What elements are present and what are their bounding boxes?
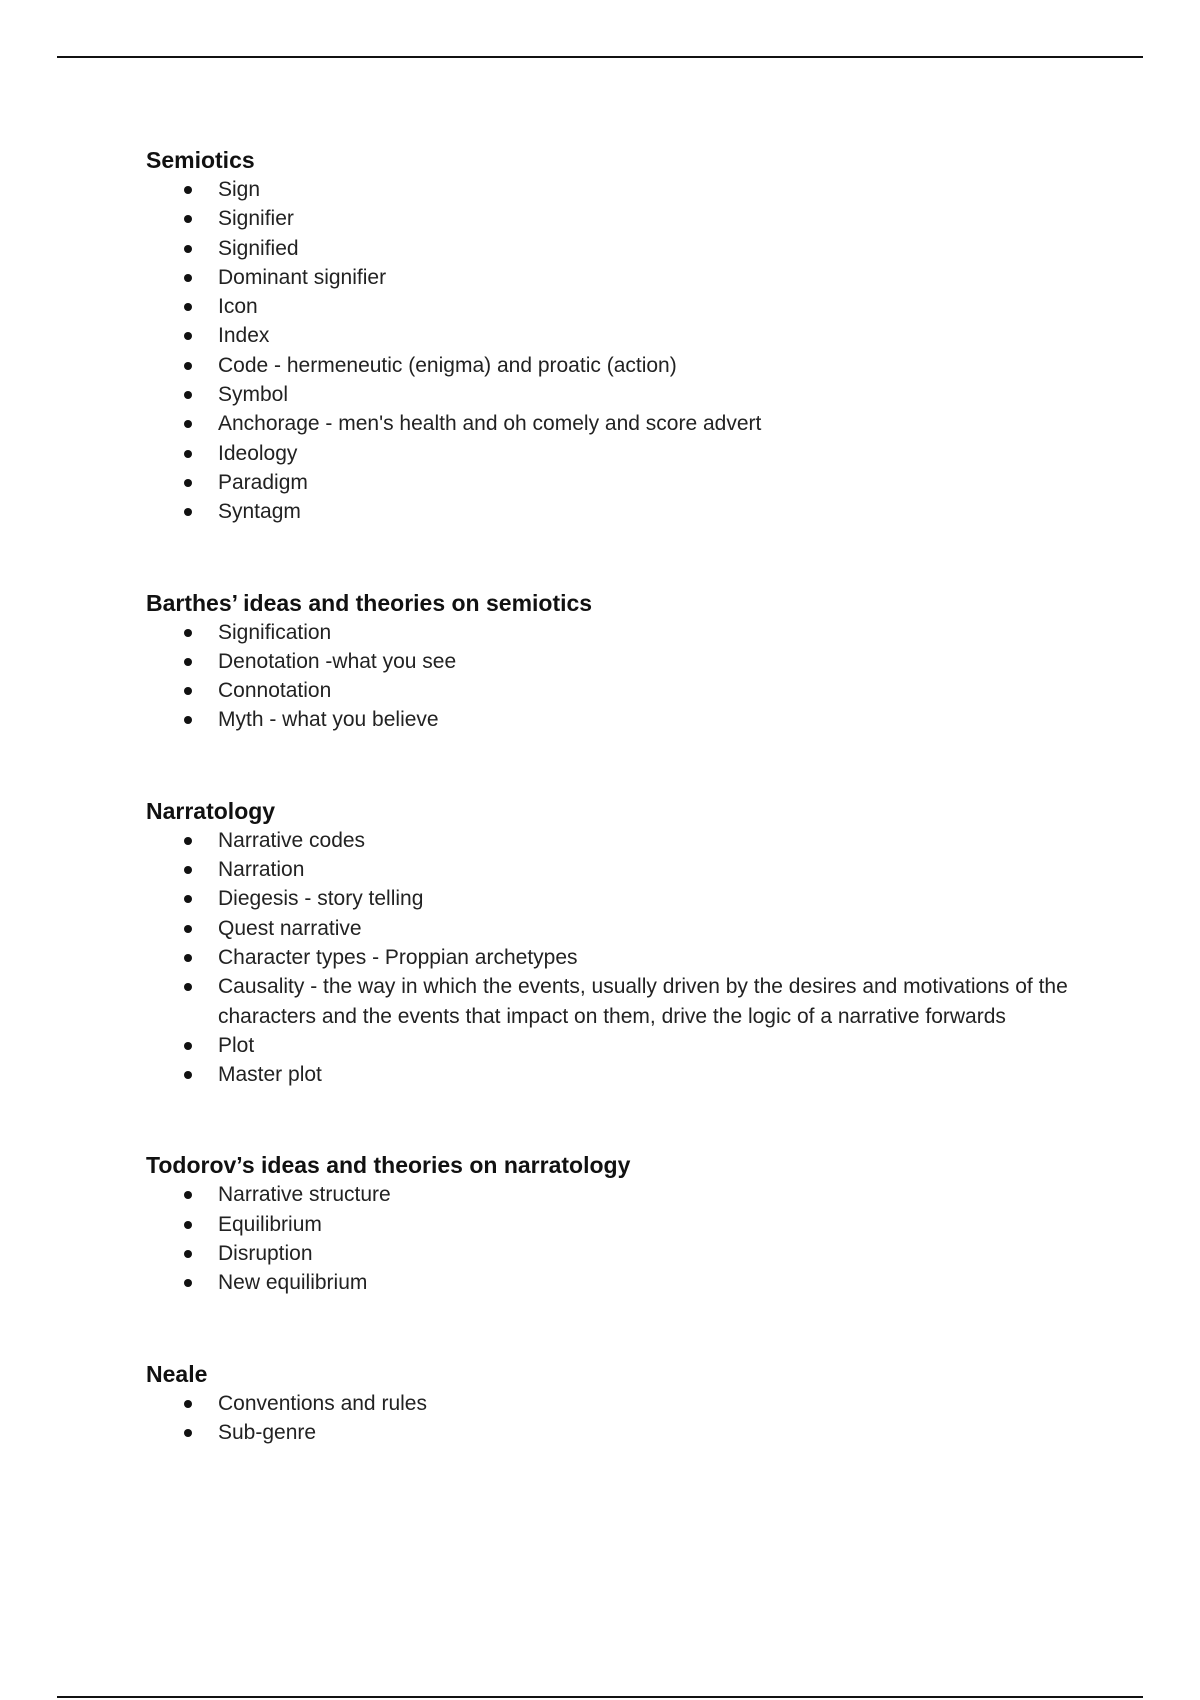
section-heading: Todorov’s ideas and theories on narratology xyxy=(146,1152,631,1179)
list-item: Anchorage - men's health and oh comely and score advert xyxy=(146,409,1106,438)
bullet-icon xyxy=(184,837,192,845)
bullet-icon xyxy=(184,479,192,487)
bullet-icon xyxy=(184,1250,192,1258)
bullet-icon xyxy=(184,629,192,637)
bullet-list xyxy=(146,618,1106,735)
bullet-icon xyxy=(184,1071,192,1079)
section-heading: Barthes’ ideas and theories on semiotics xyxy=(146,589,593,616)
bullet-icon xyxy=(184,687,192,695)
list-item: Causality - the way in which the events, usually driven by the desires and motivations of the characters and the events that impact on them, drive the logic of a narrative forwards xyxy=(146,972,1106,1031)
bullet-icon xyxy=(184,895,192,903)
list-item: Signification xyxy=(146,618,1106,647)
bullet-icon xyxy=(184,303,192,311)
list-item: Dominant signifier xyxy=(146,263,1106,292)
bullet-icon xyxy=(184,186,192,194)
bullet-list xyxy=(146,1389,1106,1448)
list-item: Narrative codes xyxy=(146,826,1106,855)
list-item: Narration xyxy=(146,855,1106,884)
bullet-icon xyxy=(184,1279,192,1287)
bullet-icon xyxy=(184,508,192,516)
section-barthes xyxy=(146,588,1106,735)
list-item: New equilibrium xyxy=(146,1268,1106,1297)
list-item: Sign xyxy=(146,175,1106,204)
list-item: Symbol xyxy=(146,380,1106,409)
section-neale xyxy=(146,1359,1106,1448)
bullet-icon xyxy=(184,450,192,458)
list-item: Signifier xyxy=(146,204,1106,233)
bullet-icon xyxy=(184,420,192,428)
list-item: Quest narrative xyxy=(146,914,1106,943)
list-item: Icon xyxy=(146,292,1106,321)
list-item: Sub-genre xyxy=(146,1418,1106,1447)
list-item: Index xyxy=(146,321,1106,350)
list-item: Narrative structure xyxy=(146,1180,1106,1209)
section-heading: Narratology xyxy=(146,797,276,824)
bullet-icon xyxy=(184,954,192,962)
bullet-icon xyxy=(184,1191,192,1199)
bullet-list xyxy=(146,826,1106,1090)
section-semiotics xyxy=(146,145,1106,527)
list-item: Master plot xyxy=(146,1060,1106,1089)
bullet-icon xyxy=(184,658,192,666)
bullet-icon xyxy=(184,1429,192,1437)
bullet-icon xyxy=(184,332,192,340)
list-item: Character types - Proppian archetypes xyxy=(146,943,1106,972)
list-item: Signified xyxy=(146,234,1106,263)
bullet-icon xyxy=(184,274,192,282)
bullet-icon xyxy=(184,362,192,370)
list-item: Connotation xyxy=(146,676,1106,705)
bullet-icon xyxy=(184,391,192,399)
bottom-rule xyxy=(57,1696,1143,1698)
bullet-list xyxy=(146,1180,1106,1297)
bullet-icon xyxy=(184,983,192,991)
bullet-icon xyxy=(184,925,192,933)
list-item: Denotation -what you see xyxy=(146,647,1106,676)
list-item: Paradigm xyxy=(146,468,1106,497)
list-item: Diegesis - story telling xyxy=(146,884,1106,913)
list-item: Ideology xyxy=(146,439,1106,468)
top-rule xyxy=(57,56,1143,58)
bullet-icon xyxy=(184,1042,192,1050)
list-item: Code - hermeneutic (enigma) and proatic (action) xyxy=(146,351,1106,380)
list-item: Myth - what you believe xyxy=(146,705,1106,734)
bullet-icon xyxy=(184,716,192,724)
list-item: Conventions and rules xyxy=(146,1389,1106,1418)
section-narratology xyxy=(146,796,1106,1090)
section-todorov xyxy=(146,1150,1106,1297)
list-item: Plot xyxy=(146,1031,1106,1060)
bullet-icon xyxy=(184,1400,192,1408)
document-body xyxy=(146,145,1106,1447)
list-item: Disruption xyxy=(146,1239,1106,1268)
section-heading: Semiotics xyxy=(146,147,255,173)
bullet-icon xyxy=(184,215,192,223)
bullet-list xyxy=(146,175,1106,527)
list-item: Syntagm xyxy=(146,497,1106,526)
bullet-icon xyxy=(184,866,192,874)
bullet-icon xyxy=(184,1221,192,1229)
section-heading: Neale xyxy=(146,1360,208,1387)
bullet-icon xyxy=(184,245,192,253)
list-item: Equilibrium xyxy=(146,1210,1106,1239)
